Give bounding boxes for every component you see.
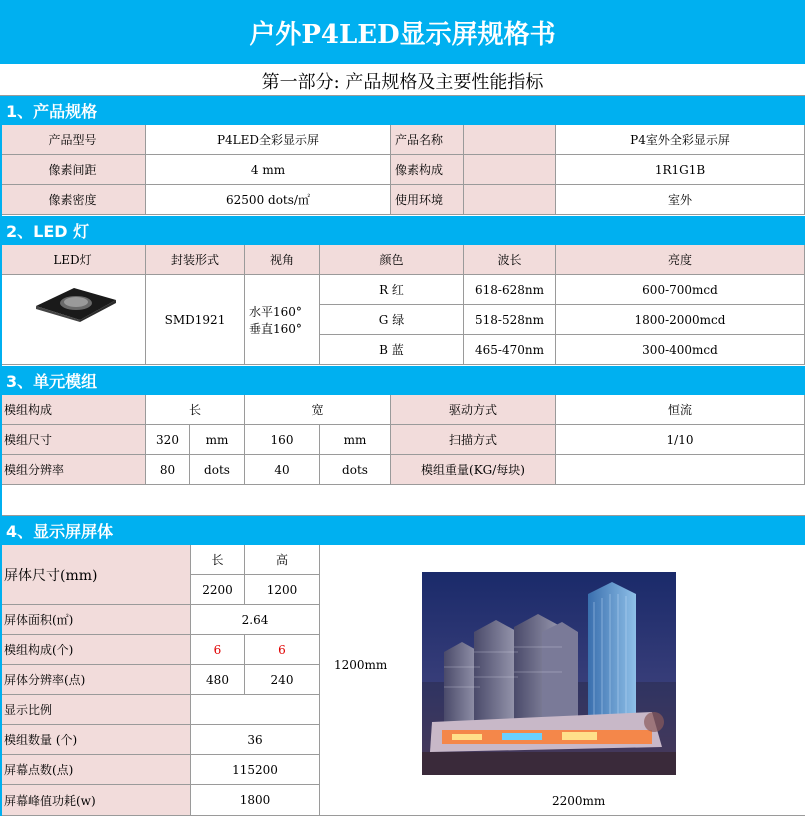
led-row-b-wavelength: 465-470nm [464,335,556,365]
module-size-length-unit: mm [190,425,245,455]
led-chip-icon [30,284,120,322]
screen-resolution-label: 屏体分辨率(点) [0,665,191,695]
screen-ratio-label: 显示比例 [0,695,191,725]
screen-count-value: 36 [191,725,320,755]
led-header-package: 封装形式 [146,245,245,275]
document-subtitle: 第一部分: 产品规格及主要性能指标 [0,66,805,96]
screen-dimension-height: 1200mm [334,658,388,672]
section-module: 3、单元模组 [0,366,805,395]
led-angle-vertical: 垂直160° [249,321,302,336]
screen-area-label: 屏体面积(㎡) [0,605,191,635]
module-resolution-length: 80 [146,455,190,485]
led-angle-value [245,275,320,365]
env-label: 使用环境 [391,185,464,215]
name-label: 产品名称 [391,125,464,155]
name-value: P4室外全彩显示屏 [556,125,805,155]
module-size-label: 模组尺寸 [0,425,146,455]
screen-dimension-width: 2200mm [552,794,606,808]
left-frame-border [0,96,2,816]
module-size-width-unit: mm [320,425,391,455]
screen-modules-height: 6 [245,635,320,665]
screen-size-label: 屏体尺寸(mm) [0,545,191,605]
document-title: 户外P4LED显示屏规格书 [0,0,805,66]
module-weight-label: 模组重量(KG/每块) [391,455,556,485]
module-resolution-label: 模组分辨率 [0,455,146,485]
model-label: 产品型号 [0,125,146,155]
section-product-spec: 1、产品规格 [0,96,805,125]
model-value: P4LED全彩显示屏 [146,125,391,155]
led-header-angle: 视角 [245,245,320,275]
config-value: 1R1G1B [556,155,805,185]
env-spacer [464,185,556,215]
module-resolution-width-unit: dots [320,455,391,485]
led-row-g-brightness: 1800-2000mcd [556,305,805,335]
screen-resolution-height: 240 [245,665,320,695]
screen-resolution-length: 480 [191,665,245,695]
name-spacer [464,125,556,155]
module-size-length: 320 [146,425,190,455]
module-scan-label: 扫描方式 [391,425,556,455]
screen-count-label: 模组数量 (个) [0,725,191,755]
screen-power-label: 屏幕峰值功耗(w) [0,785,191,816]
module-length-label: 长 [146,395,245,425]
module-composition-label: 模组构成 [0,395,146,425]
module-width-label: 宽 [245,395,391,425]
module-drive-value: 恒流 [556,395,805,425]
led-header-brightness: 亮度 [556,245,805,275]
screen-ratio-value [191,695,320,725]
led-row-g-wavelength: 518-528nm [464,305,556,335]
density-label: 像素密度 [0,185,146,215]
building-photo-image [422,572,676,775]
module-weight-value [556,455,805,485]
screen-dots-value: 115200 [191,755,320,785]
screen-height-label: 高 [245,545,320,575]
screen-dots-label: 屏幕点数(点) [0,755,191,785]
pitch-label: 像素间距 [0,155,146,185]
screen-area-value: 2.64 [191,605,320,635]
led-row-b-color: B 蓝 [320,335,464,365]
config-label: 像素构成 [391,155,464,185]
module-size-width: 160 [245,425,320,455]
module-resolution-width: 40 [245,455,320,485]
screen-power-value: 1800 [191,785,320,816]
pitch-value: 4 mm [146,155,391,185]
module-drive-label: 驱动方式 [391,395,556,425]
env-value: 室外 [556,185,805,215]
led-header-color: 颜色 [320,245,464,275]
section-screen: 4、显示屏屏体 [0,516,805,545]
screen-length-label: 长 [191,545,245,575]
screen-length-value: 2200 [191,575,245,605]
led-row-b-brightness: 300-400mcd [556,335,805,365]
section-led: 2、LED 灯 [0,216,805,245]
led-row-r-brightness: 600-700mcd [556,275,805,305]
led-header-wavelength: 波长 [464,245,556,275]
density-value: 62500 dots/㎡ [146,185,391,215]
module-resolution-length-unit: dots [190,455,245,485]
led-package-value: SMD1921 [146,275,245,365]
screen-height-value: 1200 [245,575,320,605]
led-angle-horizontal: 水平160° [249,304,302,319]
led-header-led: LED灯 [0,245,146,275]
led-row-g-color: G 绿 [320,305,464,335]
led-row-r-wavelength: 618-628nm [464,275,556,305]
screen-modules-label: 模组构成(个) [0,635,191,665]
led-row-r-color: R 红 [320,275,464,305]
config-spacer [464,155,556,185]
screen-modules-length: 6 [191,635,245,665]
blank-row [0,485,805,516]
module-scan-value: 1/10 [556,425,805,455]
